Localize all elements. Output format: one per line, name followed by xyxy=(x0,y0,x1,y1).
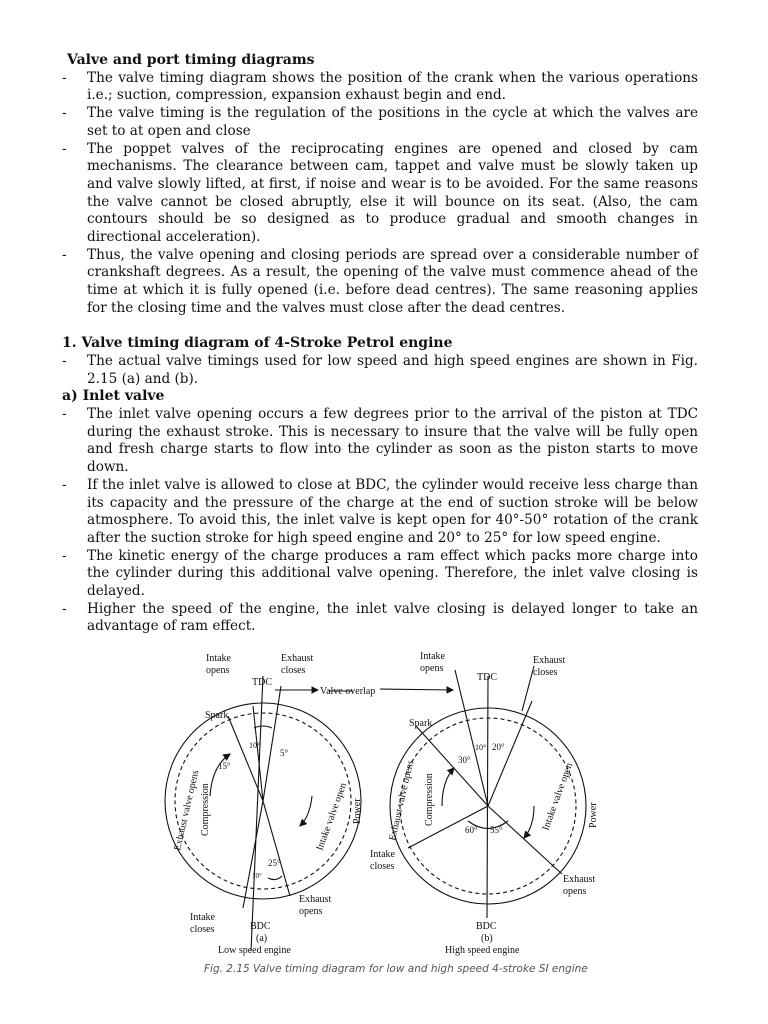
label-25deg: 25° xyxy=(268,858,281,868)
svg-text:opens: opens xyxy=(299,906,323,917)
intro-list xyxy=(62,70,698,318)
svg-text:opens: opens xyxy=(563,886,587,897)
label-compression: Compression xyxy=(424,773,435,826)
spark-line xyxy=(228,716,263,801)
label-10deg: 10° xyxy=(475,743,487,752)
list-item: - Higher the speed of the engine, the inlet valve closing is delayed longer to take an advantage of ram effect. xyxy=(62,601,698,636)
subsection-heading: a) Inlet valve xyxy=(62,388,165,405)
label-30deg: 30° xyxy=(458,755,471,765)
page-title: Valve and port timing diagrams xyxy=(67,52,315,68)
list-item: - The inlet valve opening occurs a few degrees prior to the arrival of the piston at TDC during the exhaust stroke. This is necessary to insure that the valve will be fully open and fresh charge starts to flow into the cylinder as soon as the piston starts to move down. xyxy=(62,406,698,477)
label-bdc: BDC xyxy=(250,921,271,932)
label-10deg-bottom: 10° xyxy=(252,872,262,880)
valve-timing-figure xyxy=(150,646,630,961)
label-10deg: 10° xyxy=(249,741,261,750)
list-item: - Thus, the valve opening and closing periods are spread over a considerable number of crankshaft degrees. As a result, the opening of the valve must commence ahead of the time at which it is fully opened (i.e. before dead centres). The same reasoning applies for the closing time and the valves must close after the dead centres. xyxy=(62,247,698,318)
label-bdc: BDC xyxy=(476,921,497,932)
label-compression: Compression xyxy=(200,783,211,836)
text-body xyxy=(62,52,698,636)
exhaust-opens-line xyxy=(263,801,290,896)
section-heading: 1. Valve timing diagram of 4-Stroke Petrol engine xyxy=(62,335,453,352)
list-item: - The kinetic energy of the charge produces a ram effect which packs more charge into the cylinder during this additional valve opening. Therefore, the inlet valve closing is delayed. xyxy=(62,548,698,601)
label-5deg: 5° xyxy=(280,748,289,758)
label-exhaust-valve-opens: Exhaust valve opens xyxy=(387,759,417,842)
label-intake-closes: Intake xyxy=(370,849,395,860)
label-power: Power xyxy=(352,798,363,824)
svg-text:closes: closes xyxy=(370,861,395,872)
label-exhaust-closes: Exhaust xyxy=(281,653,314,664)
label-power: Power xyxy=(588,802,599,828)
tdc-bdc-line xyxy=(487,676,488,918)
label-intake-opens: Intake xyxy=(206,653,231,664)
section1-list xyxy=(62,353,698,388)
label-exhaust-opens: Exhaust xyxy=(299,894,332,905)
label-exhaust-opens: Exhaust xyxy=(563,874,596,885)
low-speed-labels xyxy=(172,653,375,956)
label-exhaust-closes: Exhaust xyxy=(533,655,566,666)
label-a: (a) xyxy=(256,933,268,944)
label-exhaust-valve-opens: Exhaust valve opens xyxy=(172,769,202,852)
list-item: - If the inlet valve is allowed to close at BDC, the cylinder would receive less charge than its capacity and the pressure of the charge at the end of suction stroke will be below atmosphere. To avoid this, the inlet valve is kept open for 40°-50° rotation of the crank after the suction stroke for high speed engine and 20° to 25° for low speed engine. xyxy=(62,477,698,548)
label-spark: Spark xyxy=(205,710,229,721)
high-speed-labels xyxy=(370,651,599,956)
svg-text:closes: closes xyxy=(533,667,558,678)
label-tdc: TDC xyxy=(252,677,272,688)
list-item: - The actual valve timings used for low speed and high speed engines are shown in Fig. 2.15 (a) and (b). xyxy=(62,353,698,388)
svg-text:opens: opens xyxy=(420,663,444,674)
exhaust-closes-line xyxy=(488,701,532,806)
label-20deg: 20° xyxy=(492,742,505,752)
label-intake-opens: Intake xyxy=(420,651,445,662)
svg-text:closes: closes xyxy=(190,924,215,935)
intake-closes-line xyxy=(243,801,263,908)
label-low-speed-engine: Low speed engine xyxy=(218,945,291,956)
label-15deg: 15° xyxy=(218,761,231,771)
label-intake-closes: Intake xyxy=(190,912,215,923)
list-item: - The poppet valves of the reciprocating engines are opened and closed by cam mechanisms. The clearance between cam, tappet and valve must be slowly taken up and valve slowly lifted, at first, if noise and wear is to be avoided. For the same reasons the valve cannot be closed abruptly, else it will bounce on its seat. (Also, the cam contours should be so designed as to produce gradual and smooth changes in directional acceleration). xyxy=(62,141,698,247)
label-high-speed-engine: High speed engine xyxy=(445,945,520,956)
label-tdc: TDC xyxy=(477,672,497,683)
label-60deg: 60° xyxy=(465,825,478,835)
label-b: (b) xyxy=(481,933,493,944)
intake-opens-line xyxy=(455,670,488,806)
label-intake-valve-open: Intake valve open xyxy=(540,761,576,833)
list-item: - The valve timing is the regulation of the positions in the cycle at which the valves are set to at open and close xyxy=(62,105,698,140)
list-item: - The valve timing diagram shows the position of the crank when the various operations i.e.; suction, compression, expansion exhaust begin and end. xyxy=(62,70,698,105)
label-valve-overlap: Valve overlap xyxy=(320,686,376,697)
inlet-valve-list xyxy=(62,406,698,636)
label-spark: Spark xyxy=(409,718,433,729)
label-intake-valve-open: Intake valve open xyxy=(314,781,350,853)
figure-caption: Fig. 2.15 Valve timing diagram for low and high speed 4-stroke SI engine xyxy=(204,963,588,975)
svg-text:opens: opens xyxy=(206,665,230,676)
label-55deg: 55° xyxy=(490,825,503,835)
svg-text:closes: closes xyxy=(281,665,306,676)
